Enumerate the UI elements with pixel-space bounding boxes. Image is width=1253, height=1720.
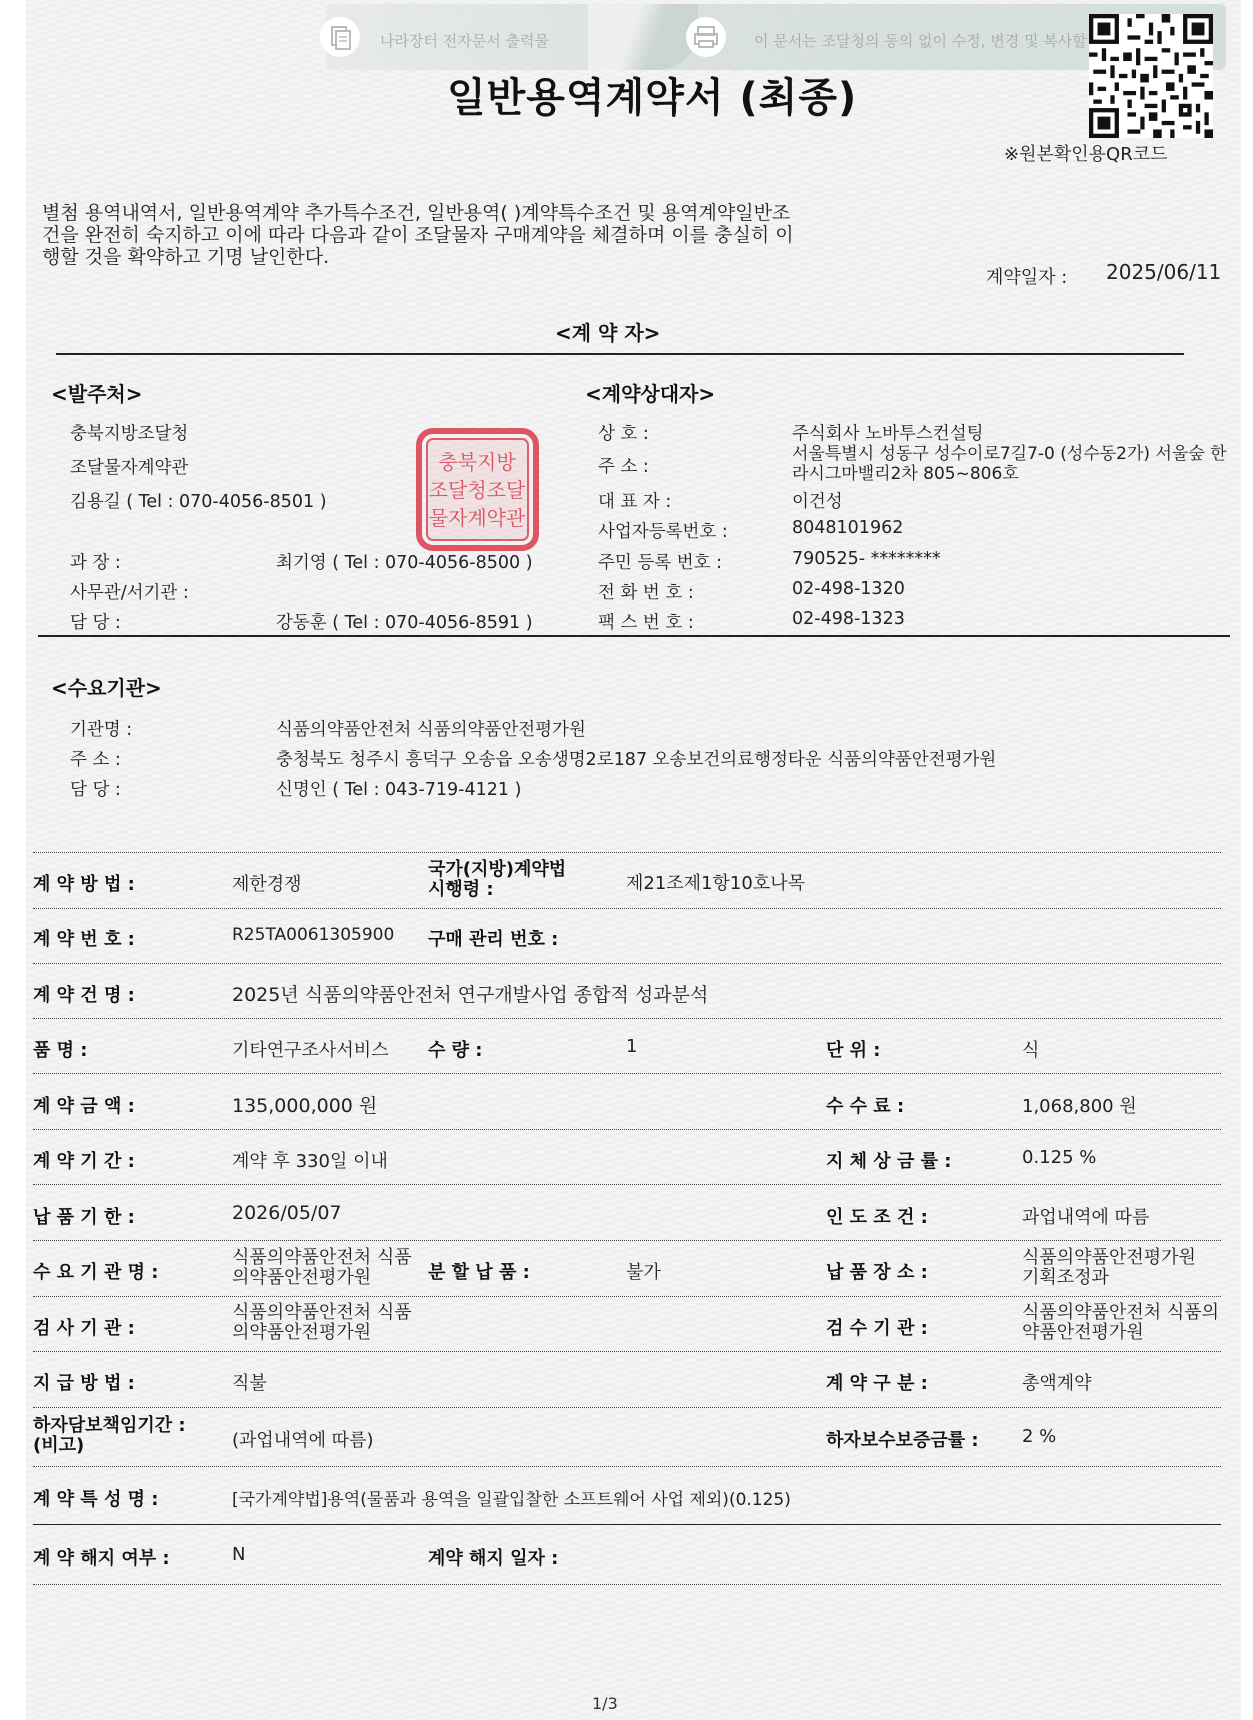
counterparty-value: 이건성	[792, 492, 843, 512]
seal-text-line: 물자계약관	[428, 506, 526, 530]
row-divider	[33, 1466, 1221, 1467]
warranty-label: 하자담보책임기간 : (비고)	[33, 1415, 186, 1456]
orderer-org: 충북지방조달청	[70, 424, 189, 444]
orderer-row-label: 담 당 :	[70, 613, 121, 633]
row-divider	[33, 1584, 1221, 1585]
amount-value: 135,000,000 원	[232, 1095, 378, 1117]
counterparty-label: 사업자등록번호 :	[598, 522, 728, 542]
nature-label: 계 약 특 성 명 :	[33, 1489, 159, 1510]
pay-value: 직불	[232, 1373, 267, 1394]
official-seal	[415, 427, 540, 552]
counterparty-value: 02-498-1323	[792, 609, 905, 629]
row-divider	[33, 852, 1221, 853]
contract-date-label: 계약일자 :	[986, 267, 1068, 288]
accept-label: 검 수 기 관 :	[826, 1318, 928, 1339]
number-label: 계 약 번 호 :	[33, 929, 135, 950]
row-divider	[33, 1240, 1221, 1241]
delay-value: 0.125 %	[1022, 1147, 1097, 1168]
deadline-value: 2026/05/07	[232, 1202, 342, 1224]
row-divider	[33, 1184, 1221, 1185]
place-value: 식품의약품안전평가원 기획조정과	[1022, 1247, 1196, 1288]
qty-label: 수 량 :	[428, 1040, 483, 1061]
banner-left-text: 나라장터 전자문서 출력물	[380, 32, 549, 50]
seal-text-line: 조달청조달	[428, 478, 526, 502]
row-divider	[33, 1351, 1221, 1352]
document-title: 일반용역계약서 (최종)	[447, 75, 858, 121]
split-label: 분 할 납 품 :	[428, 1262, 530, 1283]
period-label: 계 약 기 간 :	[33, 1151, 135, 1172]
accept-value: 식품의약품안전처 식품의약품안전평가원	[1022, 1302, 1219, 1343]
purchase-label: 구매 관리 번호 :	[428, 929, 559, 950]
counterparty-value: 790525- ********	[792, 549, 941, 569]
type-label: 계 약 구 분 :	[826, 1373, 928, 1394]
counterparty-address: 서울특별시 성동구 성수이로7길7-0 (성수동2가) 서울숲 한라시그마밸리2차 805~806호	[792, 444, 1227, 484]
printer-icon	[686, 17, 726, 57]
unit-label: 단 위 :	[826, 1040, 881, 1061]
fee-label: 수 수 료 :	[826, 1096, 905, 1117]
type-value: 총액계약	[1022, 1373, 1092, 1394]
contract-date-value: 2025/06/11	[1106, 260, 1222, 284]
demand-value: 신명인 ( Tel : 043-719-4121 )	[276, 780, 522, 800]
amount-label: 계 약 금 액 :	[33, 1096, 135, 1117]
counterparty-value: 8048101962	[792, 518, 904, 538]
qr-code-icon	[1089, 14, 1213, 138]
intro-paragraph: 별첨 용역내역서, 일반용역계약 추가특수조건, 일반용역( )계약특수조건 및 용역계약일반조건을 완전히 숙지하고 이에 따라 다음과 같이 조달물자 구매계약을 체결하며 이를 충실히 이행할 것을 확약하고 기명 날인한다.	[42, 202, 794, 268]
pay-label: 지 급 방 법 :	[33, 1373, 135, 1394]
place-label: 납 품 장 소 :	[826, 1262, 928, 1283]
counterparty-label: 주민 등록 번호 :	[598, 553, 723, 573]
row-divider	[33, 1407, 1221, 1408]
orderer-row-label: 사무관/서기관 :	[70, 583, 189, 603]
period-value: 계약 후 330일 이내	[232, 1151, 388, 1172]
terminate-date-label: 계약 해지 일자 :	[428, 1548, 559, 1569]
orderer-officer: 조달물자계약관	[70, 458, 189, 478]
delay-label: 지 체 상 금 률 :	[826, 1151, 952, 1172]
deadline-label: 납 품 기 한 :	[33, 1207, 135, 1228]
row-divider	[33, 1296, 1221, 1297]
terminate-label: 계 약 해지 여부 :	[33, 1548, 170, 1569]
orderer-row-value: 최기영 ( Tel : 070-4056-8500 )	[276, 553, 533, 573]
page-number: 1/3	[592, 1694, 618, 1713]
qr-caption: ※원본확인용QR코드	[1004, 144, 1168, 165]
name-label: 계 약 건 명 :	[33, 985, 135, 1006]
counterparty-value: 주식회사 노바투스컨설팅	[792, 424, 984, 444]
counterparty-label: 상 호 :	[598, 424, 649, 444]
demand-value: 충청북도 청주시 흥덕구 오송읍 오송생명2로187 오송보건의료행정타운 식품의약품안전평가원	[276, 750, 997, 770]
banner-right-text: 이 문서는 조달청의 동의 없이 수정, 변경 및 복사할	[754, 32, 1087, 50]
banner-divider	[588, 4, 698, 70]
unit-value: 식	[1022, 1040, 1040, 1061]
warranty-rate-label: 하자보수보증금률 :	[826, 1430, 979, 1451]
demand-org-label: 수 요 기 관 명 :	[33, 1262, 159, 1283]
orderer-row-value: 강동훈 ( Tel : 070-4056-8591 )	[276, 613, 533, 633]
inspect-label: 검 사 기 관 :	[33, 1318, 135, 1339]
counterparty-label: 전 화 번 호 :	[598, 583, 694, 603]
document-copy-icon	[320, 17, 360, 57]
seal-text-line: 충북지방	[438, 450, 516, 474]
parties-rule	[56, 353, 1184, 355]
item-value: 기타연구조사서비스	[232, 1040, 389, 1061]
warranty-value: (과업내역에 따름)	[232, 1430, 374, 1451]
parties-bottom-rule	[38, 635, 1230, 637]
method-label: 계 약 방 법 :	[33, 874, 135, 895]
row-divider	[33, 1073, 1221, 1074]
law-label: 국가(지방)계약법 시행령 :	[428, 859, 567, 900]
law-value: 제21조제1항10호나목	[626, 873, 805, 894]
inspect-value: 식품의약품안전처 식품의약품안전평가원	[232, 1302, 412, 1343]
orderer-row-label: 과 장 :	[70, 553, 121, 573]
row-divider	[33, 1129, 1221, 1130]
orderer-officer-name: 김용길 ( Tel : 070-4056-8501 )	[70, 492, 327, 512]
demand-label: 기관명 :	[70, 720, 133, 740]
counterparty-label: 주 소 :	[598, 457, 649, 477]
counterparty-label: 팩 스 번 호 :	[598, 613, 694, 633]
demand-label: 주 소 :	[70, 750, 121, 770]
nature-value: [국가계약법]용역(물품과 용역을 일괄입찰한 소프트웨어 사업 제외)(0.125)	[232, 1490, 791, 1510]
counterparty-heading: <계약상대자>	[585, 382, 716, 406]
delivery-label: 인 도 조 건 :	[826, 1207, 928, 1228]
terminate-value: N	[232, 1544, 246, 1565]
qty-value: 1	[626, 1036, 638, 1057]
demand-org-value: 식품의약품안전처 식품의약품안전평가원	[232, 1247, 412, 1288]
method-value: 제한경쟁	[232, 874, 302, 895]
demand-value: 식품의약품안전처 식품의약품안전평가원	[276, 720, 586, 740]
nature-rule	[33, 1524, 1221, 1525]
split-value: 불가	[626, 1262, 661, 1283]
orderer-heading: <발주처>	[51, 382, 143, 406]
row-divider	[33, 1018, 1221, 1019]
delivery-value: 과업내역에 따름	[1022, 1207, 1150, 1228]
parties-heading: <계 약 자>	[555, 321, 661, 345]
row-divider	[33, 908, 1221, 909]
demand-label: 담 당 :	[70, 780, 121, 800]
counterparty-label: 대 표 자 :	[598, 492, 672, 512]
fee-value: 1,068,800 원	[1022, 1096, 1137, 1117]
warranty-rate-value: 2 %	[1022, 1426, 1057, 1447]
name-value: 2025년 식품의약품안전처 연구개발사업 종합적 성과분석	[232, 984, 709, 1006]
number-value: R25TA0061305900	[232, 925, 395, 945]
row-divider	[33, 963, 1221, 964]
counterparty-value: 02-498-1320	[792, 579, 905, 599]
demand-heading: <수요기관>	[51, 676, 162, 700]
item-label: 품 명 :	[33, 1040, 88, 1061]
